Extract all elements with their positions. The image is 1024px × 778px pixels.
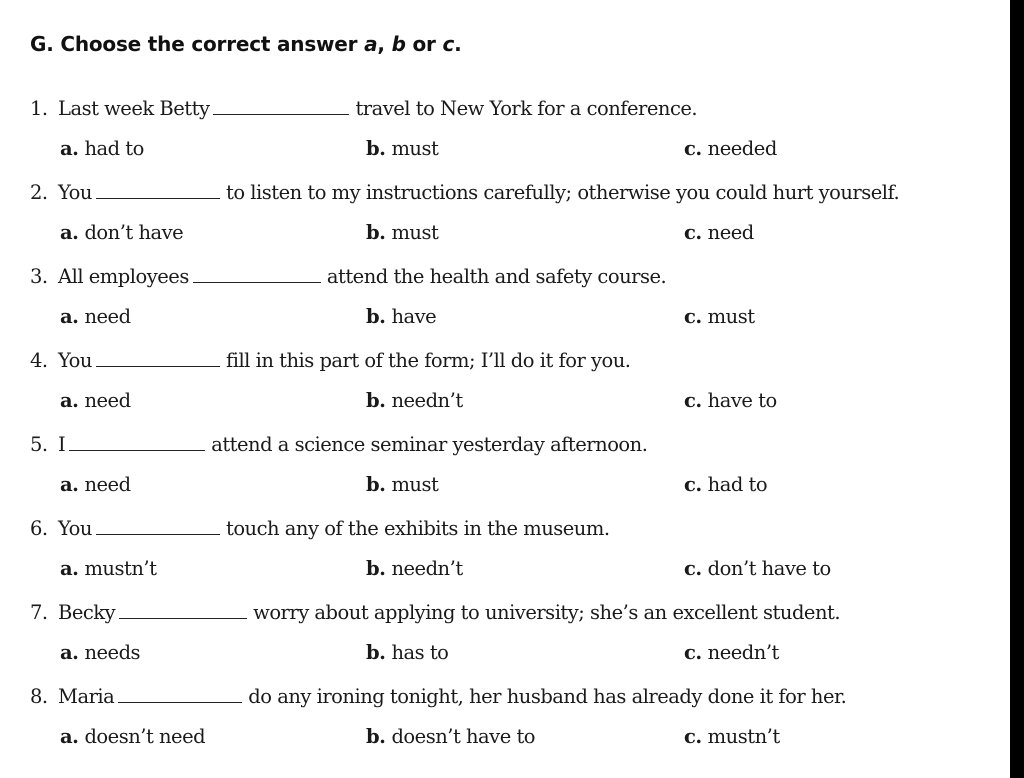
- option-b[interactable]: b. have: [366, 305, 437, 328]
- question-8: 8. Maria do any ironing tonight, her husband has already done it for her.: [30, 682, 846, 708]
- option-b[interactable]: b. must: [366, 473, 439, 496]
- question-5: 5. I attend a science seminar yesterday afternoon.: [30, 430, 647, 456]
- option-b[interactable]: b. needn’t: [366, 389, 463, 412]
- answer-blank[interactable]: [96, 346, 220, 367]
- question-2: 2. You to listen to my instructions carefully; otherwise you could hurt yourself.: [30, 178, 899, 204]
- answer-blank[interactable]: [213, 94, 349, 115]
- option-b[interactable]: b. needn’t: [366, 557, 463, 580]
- options-2: [0, 221, 1010, 247]
- option-a[interactable]: a. doesn’t need: [60, 725, 206, 748]
- options-1: [0, 137, 1010, 163]
- option-c[interactable]: c. mustn’t: [684, 725, 780, 748]
- question-1: 1. Last week Betty travel to New York for a conference.: [30, 94, 697, 120]
- answer-blank[interactable]: [69, 430, 205, 451]
- option-b[interactable]: b. has to: [366, 641, 449, 664]
- options-3: [0, 305, 1010, 331]
- option-a[interactable]: a. need: [60, 389, 131, 412]
- question-3: 3. All employees attend the health and safety course.: [30, 262, 666, 288]
- question-4: 4. You fill in this part of the form; I’ll do it for you.: [30, 346, 631, 372]
- answer-blank[interactable]: [118, 682, 242, 703]
- option-c[interactable]: c. need: [684, 221, 754, 244]
- options-6: [0, 557, 1010, 583]
- exercise-heading: G. Choose the correct answer a, b or c.: [30, 32, 462, 56]
- options-4: [0, 389, 1010, 415]
- option-c[interactable]: c. needed: [684, 137, 777, 160]
- option-c[interactable]: c. must: [684, 305, 755, 328]
- answer-blank[interactable]: [96, 514, 220, 535]
- options-7: [0, 641, 1010, 667]
- option-c[interactable]: c. needn’t: [684, 641, 779, 664]
- options-5: [0, 473, 1010, 499]
- answer-blank[interactable]: [119, 598, 247, 619]
- option-a[interactable]: a. mustn’t: [60, 557, 157, 580]
- option-a[interactable]: a. had to: [60, 137, 144, 160]
- question-6: 6. You touch any of the exhibits in the museum.: [30, 514, 610, 540]
- option-a[interactable]: a. need: [60, 305, 131, 328]
- option-a[interactable]: a. needs: [60, 641, 141, 664]
- answer-blank[interactable]: [96, 178, 220, 199]
- options-8: [0, 725, 1010, 751]
- option-c[interactable]: c. had to: [684, 473, 768, 496]
- option-c[interactable]: c. don’t have to: [684, 557, 831, 580]
- option-a[interactable]: a. need: [60, 473, 131, 496]
- option-b[interactable]: b. doesn’t have to: [366, 725, 536, 748]
- question-7: 7. Becky worry about applying to university; she’s an excellent student.: [30, 598, 840, 624]
- option-b[interactable]: b. must: [366, 221, 439, 244]
- option-b[interactable]: b. must: [366, 137, 439, 160]
- answer-blank[interactable]: [193, 262, 321, 283]
- option-a[interactable]: a. don’t have: [60, 221, 184, 244]
- option-c[interactable]: c. have to: [684, 389, 777, 412]
